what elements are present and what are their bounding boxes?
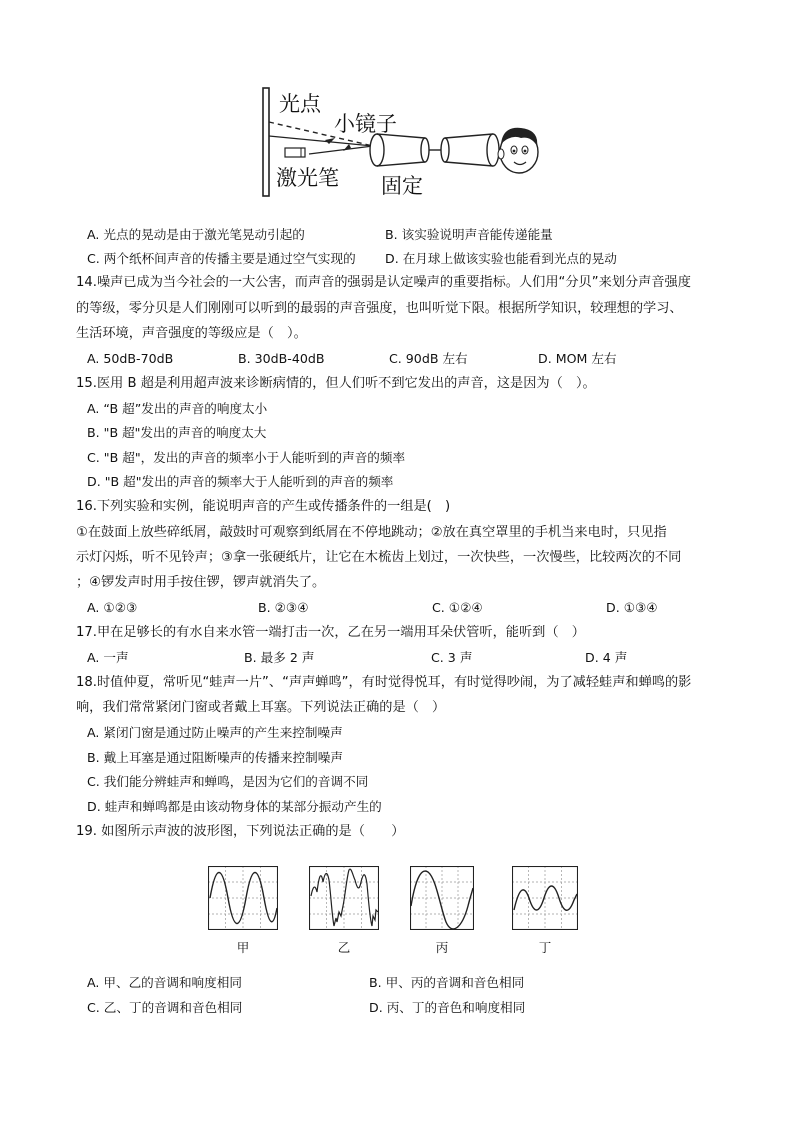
q15-option-d: D. "B 超"发出的声音的频率大于人能听到的声音的频率	[87, 474, 394, 489]
q13-option-d: D. 在月球上做该实验也能看到光点的晃动	[385, 251, 617, 266]
waveform-jia	[208, 866, 278, 930]
q16-stem-line-2: ①在鼓面上放些碎纸屑，敲鼓时可观察到纸屑在不停地跳动；②放在真空罩里的手机当来电时，只见指	[76, 525, 667, 540]
q16-option-d: D. ①③④	[606, 600, 658, 615]
q14-option-c: C. 90dB 左右	[389, 351, 468, 366]
boy-face-icon	[498, 128, 538, 173]
q18-stem-line-2: 响，我们常常紧闭门窗或者戴上耳塞。下列说法正确的是（ ）	[76, 700, 446, 715]
q14-option-a: A. 50dB-70dB	[87, 351, 174, 366]
q13-option-a: A. 光点的晃动是由于激光笔晃动引起的	[87, 227, 305, 242]
q17-option-c: C. 3 声	[431, 650, 473, 665]
q18-option-c: C. 我们能分辨蛙声和蝉鸣，是因为它们的音调不同	[87, 774, 369, 789]
q16-stem-line-1: 16.下列实验和实例，能说明声音的产生或传播条件的一组是( )	[76, 499, 451, 514]
q16-option-a: A. ①②③	[87, 600, 138, 615]
label-guangdian: 光点	[279, 92, 321, 116]
waveform-ding	[512, 866, 578, 930]
label-laser: 激光笔	[276, 166, 339, 190]
q16-option-c: C. ①②④	[432, 600, 483, 615]
q14-option-b: B. 30dB-40dB	[238, 351, 325, 366]
q15-option-b: B. "B 超"发出的声音的响度太大	[87, 425, 267, 440]
q14-stem-line-2: 的等级，零分贝是人们刚刚可以听到的最弱的声音强度，也叫听觉下限。根据所学知识，较理想的学习、	[76, 301, 683, 316]
q14-stem-line-3: 生活环境，声音强度的等级应是（ ）。	[76, 326, 307, 341]
q13-option-c: C. 两个纸杯间声音的传播主要是通过空气实现的	[87, 251, 356, 266]
q17-option-a: A. 一声	[87, 650, 129, 665]
waveform-yi	[309, 866, 379, 930]
q19-option-a: A. 甲、乙的音调和响度相同	[87, 975, 242, 990]
label-fixed: 固定	[381, 174, 423, 198]
q18-option-d: D. 蛙声和蝉鸣都是由该动物身体的某部分振动产生的	[87, 799, 382, 814]
q15-stem: 15.医用 B 超是利用超声波来诊断病情的，但人们听不到它发出的声音，这是因为（ ）。	[76, 376, 596, 391]
q19-option-b: B. 甲、丙的音调和音色相同	[369, 975, 525, 990]
q14-option-d: D. MOM 左右	[538, 351, 617, 366]
waveform-bing	[410, 866, 474, 930]
q18-stem-line-1: 18.时值仲夏，常听见“蛙声一片”、“声声蝉鸣”，有时觉得悦耳，有时觉得吵闹，为了减轻蛙声和蝉鸣的影	[76, 675, 692, 690]
caption-ding: 丁	[538, 940, 552, 955]
q18-option-a: A. 紧闭门窗是通过防止噪声的产生来控制噪声	[87, 725, 343, 740]
q17-option-d: D. 4 声	[585, 650, 628, 665]
q13-option-b: B. 该实验说明声音能传递能量	[385, 227, 553, 242]
q19-option-d: D. 丙、丁的音色和响度相同	[369, 1000, 526, 1015]
q16-stem-line-4: ；④锣发声时用手按住锣，锣声就消失了。	[76, 575, 326, 590]
q17-option-b: B. 最多 2 声	[244, 650, 315, 665]
q15-option-a: A. “B 超”发出的声音的响度太小	[87, 401, 268, 416]
q17-stem: 17.甲在足够长的有水自来水管一端打击一次，乙在另一端用耳朵伏管听，能听到（ ）	[76, 625, 585, 640]
label-mirror: 小镜子	[334, 112, 397, 136]
q14-stem-line-1: 14.噪声已成为当今社会的一大公害，而声音的强弱是认定噪声的重要指标。人们用“分贝”来划分声音强度	[76, 275, 691, 290]
q16-stem-line-3: 示灯闪烁，听不见铃声；③拿一张硬纸片，让它在木梳齿上划过，一次快些，一次慢些，比较两次的不同	[76, 550, 682, 565]
caption-bing: 丙	[435, 940, 449, 955]
caption-yi: 乙	[337, 940, 351, 955]
q16-option-b: B. ②③④	[258, 600, 309, 615]
q15-option-c: C. "B 超"，发出的声音的频率小于人能听到的声音的频率	[87, 450, 406, 465]
q19-option-c: C. 乙、丁的音调和音色相同	[87, 1000, 243, 1015]
q19-stem: 19. 如图所示声波的波形图，下列说法正确的是（ ）	[76, 824, 405, 839]
caption-jia: 甲	[236, 940, 250, 955]
q18-option-b: B. 戴上耳塞是通过阻断噪声的传播来控制噪声	[87, 750, 343, 765]
